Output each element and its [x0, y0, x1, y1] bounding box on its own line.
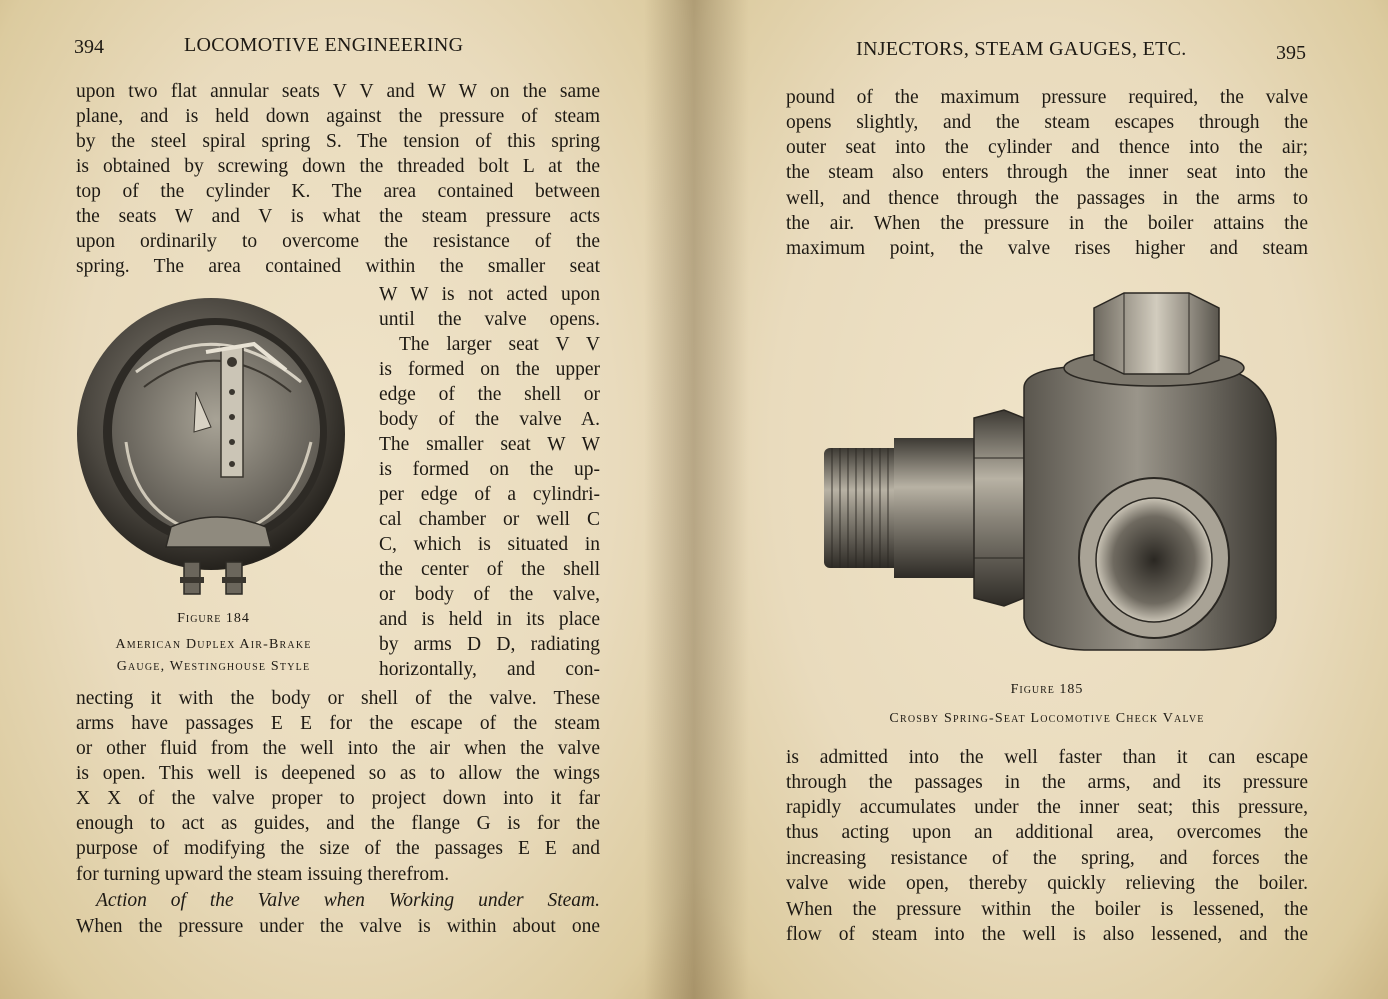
text-line: cal chamber or well C [379, 509, 600, 530]
text-line: rapidly accumulates under the inner seat; this pressure, [786, 797, 1308, 818]
text-line: The smaller seat W W [379, 434, 600, 455]
text-line: C, which is situated in [379, 534, 600, 555]
text-line: maximum point, the valve rises higher and steam [786, 238, 1308, 259]
text-line: the seats W and V is what the steam pressure acts [76, 206, 600, 227]
text-line: plane, and is held down against the pressure of steam [76, 106, 600, 127]
text-line: When the pressure under the valve is within about one [76, 916, 600, 937]
text-line: or body of the valve, [379, 584, 600, 605]
text-line: the air. When the pressure in the boiler attains the [786, 213, 1308, 234]
gutter-shadow [694, 0, 749, 999]
text-line: the steam also enters through the inner seat into the [786, 162, 1308, 183]
text-line: by arms D D, radiating [379, 634, 600, 655]
text-line: is obtained by screwing down the threaded bolt L at the [76, 156, 600, 177]
text-line: pound of the maximum pressure required, the valve [786, 87, 1308, 108]
running-head: INJECTORS, STEAM GAUGES, ETC. [856, 38, 1187, 60]
text-line: increasing resistance of the spring, and forces the [786, 848, 1308, 869]
figure-185-check-valve-illustration [824, 288, 1284, 680]
text-line: is open. This well is deepened so as to allow the wings [76, 763, 600, 784]
figure-185-label: Figure 185 [1010, 682, 1084, 697]
text-line: necting it with the body or shell of the valve. These [76, 688, 600, 709]
text-line: by the steel spiral spring S. The tension of this spring [76, 131, 600, 152]
text-line: thus acting upon an additional area, overcomes the [786, 822, 1308, 843]
text-line: until the valve opens. [379, 309, 600, 330]
text-line: the center of the shell [379, 559, 600, 580]
text-line: When the pressure within the boiler is lessened, the [786, 899, 1308, 920]
text-line: valve wide open, thereby quickly relieving the boiler. [786, 873, 1308, 894]
text-line: body of the valve A. [379, 409, 600, 430]
text-line: is admitted into the well faster than it can escape [786, 747, 1308, 768]
text-line: edge of the shell or [379, 384, 600, 405]
text-line: per edge of a cylindri- [379, 484, 600, 505]
running-head: LOCOMOTIVE ENGINEERING [184, 34, 464, 56]
text-line: arms have passages E E for the escape of the steam [76, 713, 600, 734]
right-page [694, 0, 1388, 999]
figure-184-gauge-illustration [76, 292, 351, 607]
text-line: is formed on the upper [379, 359, 600, 380]
text-line: spring. The area contained within the smaller seat [76, 256, 600, 277]
figure-184-title-line2: Gauge, Westinghouse Style [116, 659, 311, 674]
text-line: upon ordinarily to overcome the resistance of the [76, 231, 600, 252]
text-line: upon two flat annular seats V V and W W on the same [76, 81, 600, 102]
figure-185-title: Crosby Spring-Seat Locomotive Check Valve [889, 711, 1205, 726]
figure-184-title-line1: American Duplex Air-Brake [115, 637, 312, 652]
text-line: and is held in its place [379, 609, 600, 630]
text-line: X X of the valve proper to project down into it far [76, 788, 600, 809]
text-line: is formed on the up- [379, 459, 600, 480]
text-line: or other fluid from the well into the air when the valve [76, 738, 600, 759]
text-line: The larger seat V V [399, 334, 600, 355]
text-line: through the passages in the arms, and its pressure [786, 772, 1308, 793]
text-line: for turning upward the steam issuing therefrom. [76, 864, 450, 885]
page-number: 394 [74, 36, 104, 58]
text-line: flow of steam into the well is also lessened, and the [786, 924, 1308, 945]
text-line: well, and thence through the passages in the arms to [786, 188, 1308, 209]
page-number: 395 [1276, 42, 1306, 64]
text-line: W W is not acted upon [379, 284, 600, 305]
gutter-shadow [644, 0, 694, 999]
text-line: outer seat into the cylinder and thence into the air; [786, 137, 1308, 158]
text-line: enough to act as guides, and the flange G is for the [76, 813, 600, 834]
text-line: purpose of modifying the size of the passages E E and [76, 838, 600, 859]
text-line: top of the cylinder K. The area contained between [76, 181, 600, 202]
section-heading-italic: Action of the Valve when Working under Steam. [96, 890, 600, 911]
text-line: horizontally, and con- [379, 659, 600, 680]
text-line: opens slightly, and the steam escapes through the [786, 112, 1308, 133]
figure-184-label: Figure 184 [177, 611, 250, 626]
